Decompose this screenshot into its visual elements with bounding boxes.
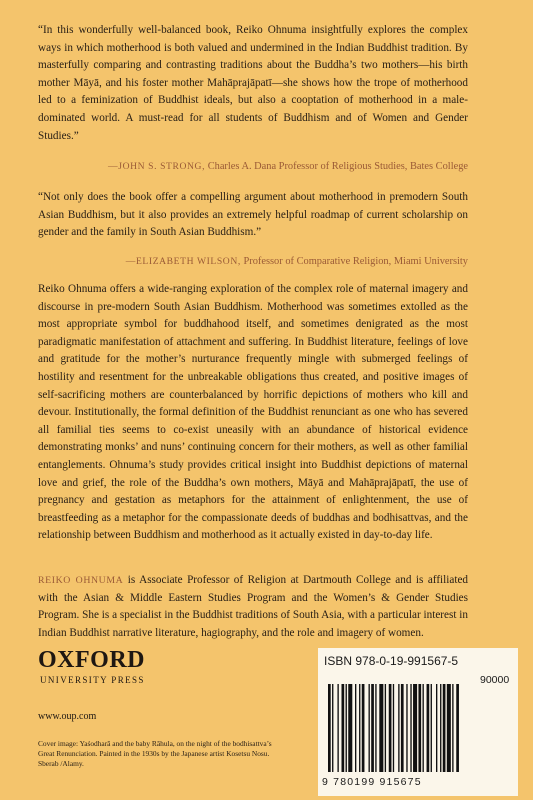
blurb-attribution-2 xyxy=(126,255,468,269)
book-description: Reiko Ohnuma offers a wide-ranging exploration of the complex role of maternal imagery and discourse in pre-modern South Asian Buddhism. Motherhood was sometimes extolled as the most appropriate symbol for buddhahood itself, and sometimes denigrated as the most paradigmatic manifestation of attachment and suffering. In Buddhist literature, feelings of love and gratitude for the mother’s nurturance frequently mingle with submerged feelings of hostility and resentment for the unbreakable obligations thus created, and positive images of self-sacrificing mothers are counterbalanced by horrific depictions of mothers who kill and devour. Institutionally, the formal definition of the Buddhist renunciant as one who has severed all familial ties seems to co-exist uneasily with an abundance of historical evidence demonstrating monks’ and nuns’ continuing concern for their mothers, as well as other familial entanglements. Ohnuma’s study provides critical insight into Buddhist depictions of maternal love and grief, the role of the Buddha’s own mothers, Māyā and Mahāprajāpatī, the use of pregnancy and gestation as metaphors for the attainment of enlightenment, the use of breastfeeding as a metaphor for the compassionate deeds of buddhas and bodhisattvas, and the relationship between Buddhism and motherhood as it actually existed in day-to-day life. xyxy=(38,283,468,542)
publisher-url: www.oup.com xyxy=(38,711,97,722)
author-bio xyxy=(38,572,468,642)
publisher-logo: OXFORD xyxy=(38,647,145,673)
blurb-attribution-1 xyxy=(108,160,468,174)
isbn-label: ISBN 978-0-19-991567-5 xyxy=(324,654,459,668)
blurb-affiliation-1: Charles A. Dana Professor of Religious Studies, Bates College xyxy=(207,161,468,172)
blurb-author-1: —JOHN S. STRONG, xyxy=(108,161,206,172)
barcode-digits: 9 780199 915675 xyxy=(322,776,422,788)
blurb-quote-2: “Not only does the book offer a compelling argument about motherhood in premodern South Asian Buddhism, but it also provides an extremely helpful roadmap of current scholarship on gender and the family in South Asian Buddhism.” xyxy=(38,191,468,239)
blurb-author-2: —ELIZABETH WILSON, xyxy=(125,256,241,267)
price-code: 90000 xyxy=(480,674,510,686)
barcode-panel xyxy=(318,648,518,796)
author-bio-text: is Associate Professor of Religion at Dartmouth College and is affiliated with the Asian & Middle Eastern Studies Program and the Women’s & Gender Studies Program. She is a specialist in the Buddhist traditions of South Asia, with a particular interest in Indian Buddhist narrative literature, hagiography, and the role and imagery of women. xyxy=(38,574,469,639)
barcode-icon xyxy=(326,684,512,776)
blurb-quote-1: “In this wonderfully well-balanced book, Reiko Ohnuma insightfully explores the complex ways in which motherhood is both valued and undermined in the Indian Buddhist tradition. By masterfully comparing and contrasting traditions about the Buddha’s two mothers—his birth mother Māyā, and his foster mother Mahāprajāpatī—she shows how the trope of motherhood led to a feminization of Buddhist ideals, but also a cooptation of motherhood in a male-dominated world. A must-read for all students of Buddhism and of Women and Gender Studies.” xyxy=(38,24,468,142)
blurb-affiliation-2: Professor of Comparative Religion, Miami University xyxy=(243,256,468,267)
publisher-logo-subtitle: UNIVERSITY PRESS xyxy=(40,675,145,685)
author-name: REIKO OHNUMA xyxy=(38,575,124,586)
cover-image-credit: Cover image: Yaśodharā and the baby Rāhula, on the night of the bodhisattva’s Great Renunciation. Painted in the 1930s by the Japanese artist Kosetsu Nosu. Sberab /Alamy. xyxy=(38,739,272,768)
